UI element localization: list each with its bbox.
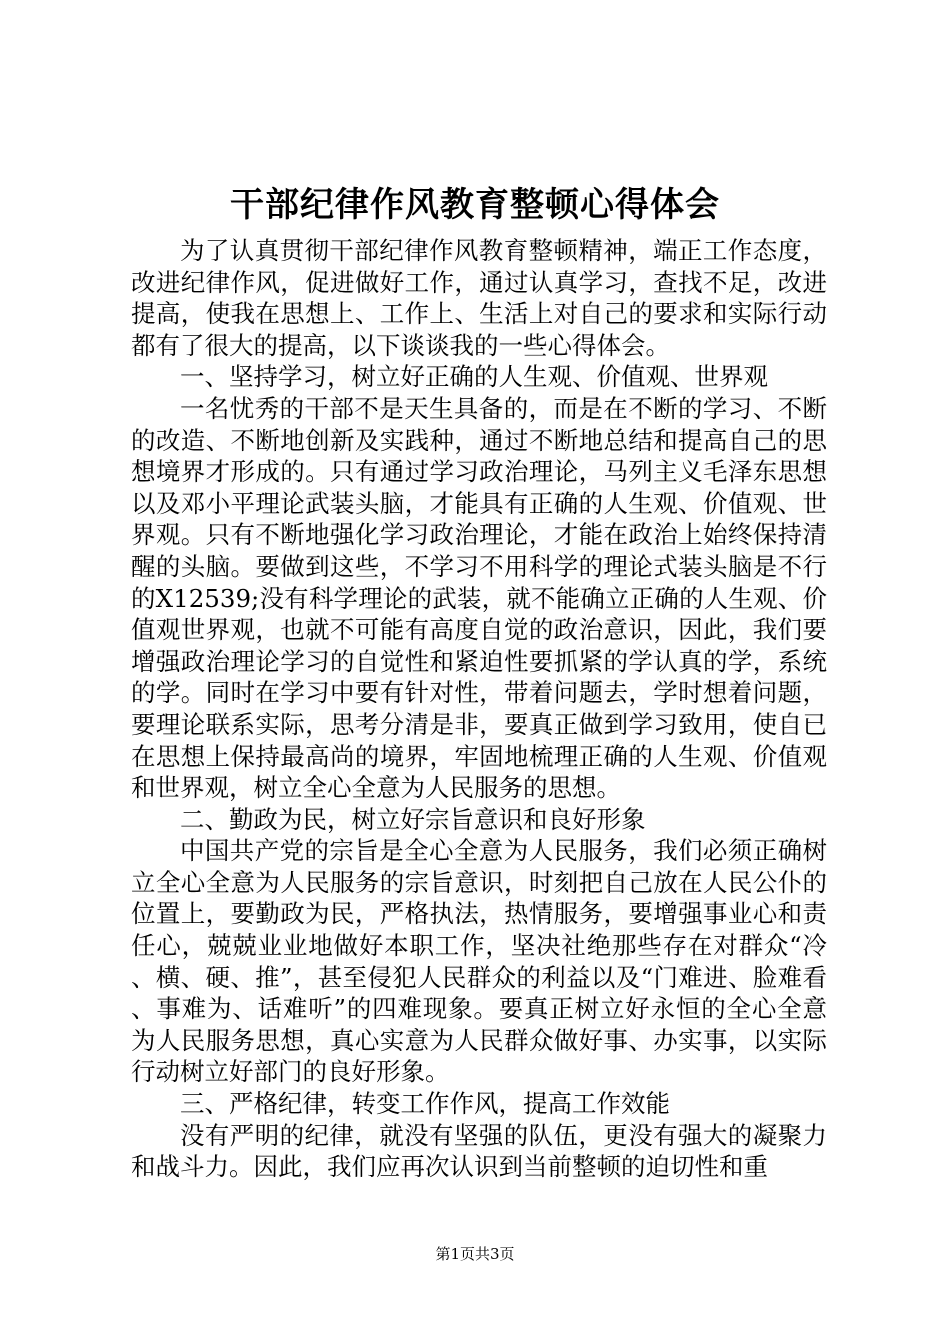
paragraph-section-1: 一名忧秀的干部不是天生具备的，而是在不断的学习、不断的改造、不断地创新及实践种，通过不断地总结和提高自己的思想境界才形成的。只有通过学习政治理论，马列主义毛泽东思想以及邓小平理论武装头脑，才能具有正确的人生观、价值观、世界观。只有不断地强化学习政治理论，才能在政治上始终保持清醒的头脑。要做到这些，不学习不用科学的理论式装头脑是不行的X12539;没有科学理论的武装，就不能确立正确的人生观、价值观世界观，也就不可能有高度自觉的政治意识，因此，我们要增强政治理论学习的自觉性和紧迫性要抓紧的学认真的学，系统的学。同时在学习中要有针对性，带着问题去，学时想着问题，要理论联系实际，思考分清是非，要真正做到学习致用，使自已在思想上保持最高尚的境界，牢固地梳理正确的人生观、价值观和世界观，树立全心全意为人民服务的思想。 [131,393,827,803]
section-heading-2: 二、勤政为民，树立好宗旨意识和良好形象 [180,804,646,834]
paragraph-section-3: 没有严明的纪律，就没有坚强的队伍，更没有强大的凝聚力和战斗力。因此，我们应再次认识到当前整顿的迫切性和重 [131,1120,827,1182]
page-footer [0,1244,950,1264]
paragraph-section-2: 中国共产党的宗旨是全心全意为人民服务，我们必须正确树立全心全意为人民服务的宗旨意识，时刻把自己放在人民公仆的位置上，要勤政为民，严格执法，热情服务，要增强事业心和责任心，兢兢业业地做好本职工作，坚决社绝那些存在对群众“冷、横、硬、推”，甚至侵犯人民群众的利益以及“门难进、脸难看、事难为、话难听”的四难现象。要真正树立好永恒的全心全意为人民服务思想，真心实意为人民群众做好事、办实事，以实际行动树立好部门的良好形象。 [131,836,827,1087]
page-total: 共3页 [475,1245,515,1263]
section-heading-3: 三、严格纪律，转变工作作风，提高工作效能 [180,1089,670,1119]
paragraph-intro: 为了认真贯彻干部纪律作风教育整顿精神，端正工作态度，改进纪律作风，促进做好工作，通过认真学习，查找不足，改进提高，使我在思想上、工作上、生活上对自己的要求和实际行动都有了很大的提高，以下谈谈我的一些心得体会。 [131,236,827,360]
section-heading-1: 一、坚持学习，树立好正确的人生观、价值观、世界观 [180,362,768,392]
document-body [131,235,827,1183]
page-number: 第1页 [435,1245,475,1263]
document-title: 干部纪律作风教育整顿心得体会 [230,185,720,225]
